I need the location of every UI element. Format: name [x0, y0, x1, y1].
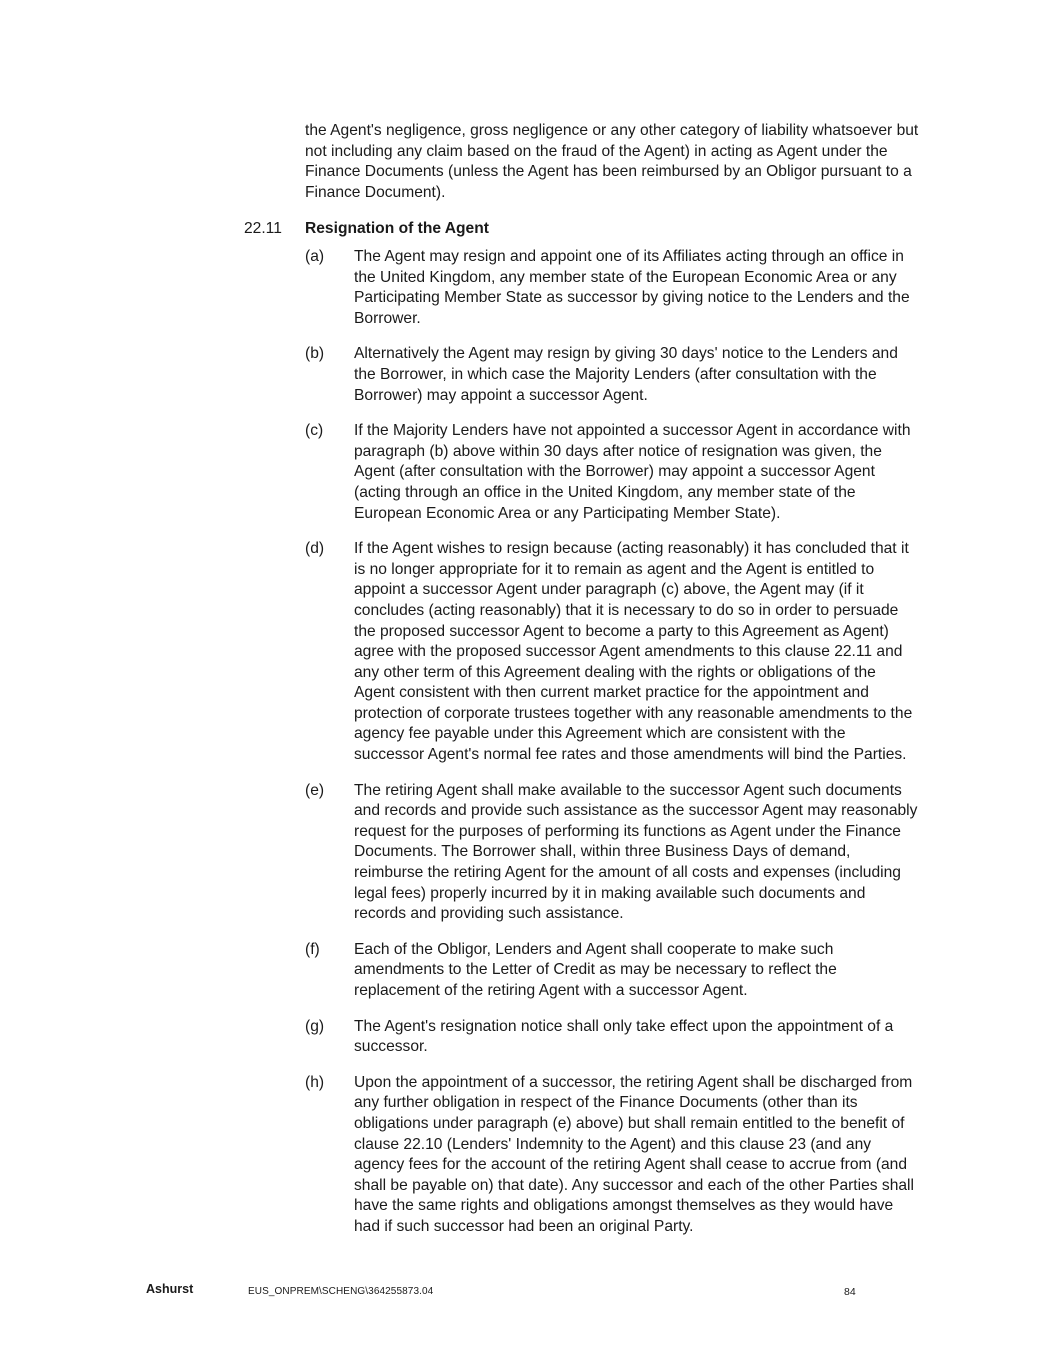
- footer-page-number: 84: [844, 1286, 856, 1298]
- clause-item-a: [305, 247, 920, 329]
- clause-text: If the Agent wishes to resign because (acting reasonably) it has concluded that it is no longer appropriate for it to remain as agent and the Agent is entitled to appoint a successor Agent under paragraph (c) above, the Agent may (if it concludes (acting reasonably) that it is necessary to do so in order to persuade the proposed successor Agent to become a party to this Agreement as Agent) agree with the proposed successor Agent amendments to this clause 22.11 and any other term of this Agreement dealing with the rights or obligations of the Agent consistent with then current market practice for the appointment and protection of corporate trustees together with any reasonable amendments to the agency fee payable under this Agreement which are consistent with the successor Agent's normal fee rates and those amendments will bind the Parties.: [354, 540, 913, 764]
- clause-item-c: [305, 421, 920, 524]
- section-number: 22.11: [244, 220, 282, 237]
- clause-item-e: [305, 781, 920, 925]
- clause-item-g: [305, 1017, 920, 1058]
- clause-text: The Agent's resignation notice shall only take effect upon the appointment of a successor.: [354, 1017, 894, 1056]
- section-heading: [244, 219, 924, 240]
- section-title: Resignation of the Agent: [305, 220, 489, 237]
- clause-item-h: [305, 1073, 920, 1238]
- footer-firm-name: Ashurst: [146, 1282, 194, 1296]
- clause-label: (f): [305, 940, 320, 958]
- clause-label: (g): [305, 1017, 325, 1035]
- clause-text: The Agent may resign and appoint one of its Affiliates acting through an office in the United Kingdom, any member state of the European Economic Area or any Participating Member State as successor by giving notice to the Lenders and the Borrower.: [354, 248, 910, 327]
- clause-text: The retiring Agent shall make available to the successor Agent such documents and records and provide such assistance as the successor Agent may reasonably request for the purposes of performing its functions as Agent under the Finance Documents. The Borrower shall, within three Business Days of demand, reimburse the retiring Agent for the amount of all costs and expenses (including legal fees) properly incurred by it in making available such documents and records and providing such assistance.: [354, 781, 918, 923]
- footer-document-reference: EUS_ONPREM\SCHENG\364255873.04: [248, 1286, 434, 1297]
- clause-text: Alternatively the Agent may resign by giving 30 days' notice to the Lenders and the Borrower, in which case the Majority Lenders (after consultation with the Borrower) may appoint a successor Agent.: [354, 345, 898, 404]
- continuation-paragraph: the Agent's negligence, gross negligence or any other category of liability whatsoever but not including any claim based on the fraud of the Agent) in acting as Agent under the Finance Documents (unless the Agent has been reimbursed by an Obligor pursuant to a Finance Document).: [305, 122, 919, 201]
- clause-list: [305, 247, 920, 1253]
- clause-item-f: [305, 940, 920, 1002]
- clause-label: (b): [305, 345, 325, 363]
- clause-text: Each of the Obligor, Lenders and Agent shall cooperate to make such amendments to the Letter of Credit as may be necessary to reflect the replacement of the retiring Agent with a successor Agent.: [354, 940, 837, 999]
- clause-text: Upon the appointment of a successor, the retiring Agent shall be discharged from any further obligation in respect of the Finance Documents (other than its obligations under paragraph (e) above) but shall remain entitled to the benefit of clause 22.10 (Lenders' Indemnity to the Agent) and this clause 23 (and any agency fees for the account of the retiring Agent shall cease to accrue from (and shall be payable on) that date). Any successor and each of the other Parties shall have the same rights and obligations amongst themselves as they would have had if such successor had been an original Party.: [354, 1073, 914, 1235]
- clause-text: If the Majority Lenders have not appointed a successor Agent in accordance with paragraph (b) above within 30 days after notice of resignation was given, the Agent (after consultation with the Borrower) may appoint a successor Agent (acting through an office in the United Kingdom, any member state of the European Economic Area or any Participating Member State).: [354, 422, 911, 522]
- clause-item-d: [305, 539, 920, 766]
- clause-label: (c): [305, 422, 324, 440]
- clause-label: (a): [305, 248, 325, 265]
- clause-label: (d): [305, 540, 325, 558]
- clause-item-b: [305, 344, 920, 406]
- clause-label: (e): [305, 781, 325, 799]
- clause-label: (h): [305, 1073, 325, 1091]
